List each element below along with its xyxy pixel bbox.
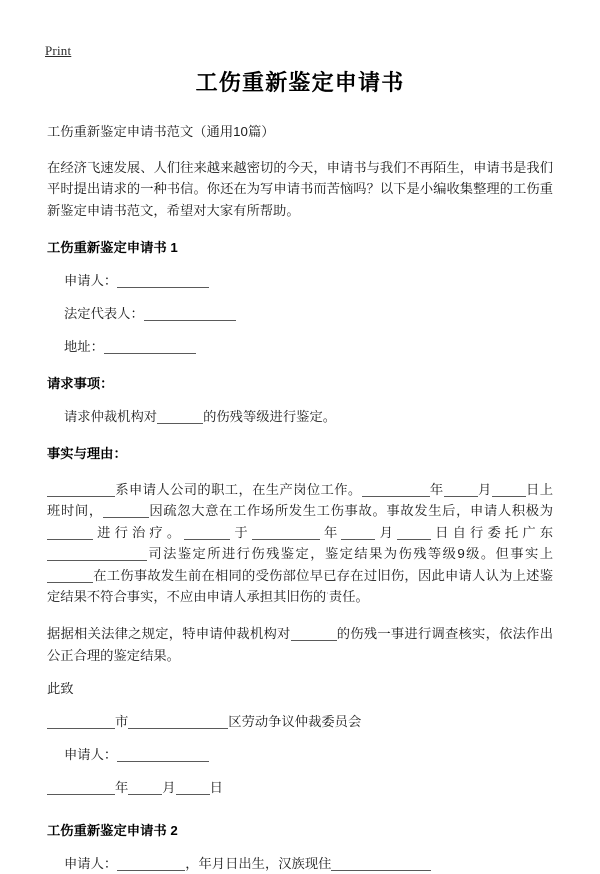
- conclusion-paragraph: [47, 623, 553, 666]
- signature-applicant: [47, 745, 553, 765]
- field-address-label: 地址：: [64, 339, 104, 355]
- facts-blank-name-4[interactable]: [184, 527, 230, 540]
- field-legal-representative: [47, 304, 553, 324]
- field-address-blank[interactable]: [104, 341, 196, 354]
- conclusion-blank[interactable]: [291, 628, 337, 641]
- signature-date-month-blank[interactable]: [128, 782, 162, 795]
- facts-blank-institution[interactable]: [47, 548, 147, 561]
- facts-text-2: 因疏忽大意在工作场所发生工伤事故。事故发生后，申请人积极为: [148, 503, 554, 519]
- document-subtitle: 工伤重新鉴定申请书范文（通用10篇）: [47, 123, 275, 139]
- field-applicant: [47, 271, 553, 291]
- facts-text-day-1: 日上班时间，: [47, 481, 554, 519]
- facts-text-month-1: 月: [477, 481, 492, 497]
- signature-date: [47, 778, 553, 798]
- field-applicant-blank[interactable]: [117, 275, 209, 288]
- facts-text-6: 在工伤事故发生前在相同的受伤部位早已存在过旧伤，因此申请人认为上述鉴定结果不符合事实，不应由申请人承担其旧伤的: [47, 567, 553, 605]
- facts-heading: 事实与理由：: [47, 445, 127, 461]
- facts-blank-name-5[interactable]: [47, 570, 93, 583]
- field-legal-representative-blank[interactable]: [144, 308, 236, 321]
- section2-applicant-label: 申请人：: [64, 855, 118, 871]
- facts-text-month-2: 月: [375, 524, 398, 540]
- section-heading-2: 工伤重新鉴定申请书 2: [47, 822, 178, 838]
- signature-date-day-label: 日: [209, 779, 223, 795]
- facts-text-day-2: 日自行委托广东: [431, 524, 554, 540]
- intro-paragraph: 在经济飞速发展、人们往来越来越密切的今天，申请书与我们不再陌生，申请书是我们平时提出请求的一种书信。你还在为写申请书而苦恼吗？以下是小编收集整理的工伤重新鉴定申请书范文，希望对大家有所帮助。: [47, 159, 553, 218]
- committee-district-blank[interactable]: [128, 716, 228, 729]
- facts-text-3: 进行治疗。: [93, 524, 185, 540]
- closing-salutation: 此致: [47, 681, 74, 697]
- footnote-mark: ·: [326, 589, 329, 599]
- facts-paragraph: [47, 479, 553, 608]
- facts-text-5: 司法鉴定所进行伤残鉴定，鉴定结果为伤残等级9级。但事实上: [147, 546, 553, 562]
- request-text-before: 请求仲裁机构对: [64, 408, 158, 424]
- section2-address-blank[interactable]: [331, 858, 431, 871]
- request-text-after: 的伤残等级进行鉴定。: [203, 408, 337, 424]
- request-blank[interactable]: [157, 411, 203, 424]
- facts-blank-day-2[interactable]: [397, 527, 431, 540]
- facts-blank-day-1[interactable]: [492, 484, 526, 497]
- signature-applicant-label: 申请人：: [64, 746, 118, 762]
- facts-blank-name-2[interactable]: [103, 505, 149, 518]
- signature-date-year-label: 年: [115, 779, 129, 795]
- section2-applicant-line: [47, 854, 553, 874]
- signature-applicant-blank[interactable]: [117, 749, 209, 762]
- committee-city-blank[interactable]: [47, 716, 115, 729]
- request-text: [47, 407, 553, 427]
- section-spacer: [47, 798, 553, 804]
- committee-line: [47, 712, 553, 732]
- field-applicant-label: 申请人：: [64, 273, 118, 289]
- section2-applicant-blank[interactable]: [117, 858, 185, 871]
- signature-date-year-blank[interactable]: [47, 782, 115, 795]
- facts-blank-year-2[interactable]: [252, 527, 320, 540]
- section2-applicant-mid: ，年月日出生，汉族现住: [185, 855, 332, 871]
- conclusion-text-after: 的伤残一事进行调查核实，依法作出公正合理的鉴定结果。: [47, 625, 554, 663]
- committee-name: 区劳动争议仲裁委员会: [228, 713, 362, 729]
- facts-text-1: 系申请人公司的职工，在生产岗位工作。: [115, 481, 362, 497]
- field-address: [47, 337, 553, 357]
- page-title: 工伤重新鉴定申请书: [195, 70, 405, 95]
- facts-blank-month-2[interactable]: [341, 527, 375, 540]
- facts-blank-month-1[interactable]: [444, 484, 478, 497]
- facts-text-year-1: 年: [429, 481, 444, 497]
- facts-blank-year-1[interactable]: [362, 484, 430, 497]
- facts-blank-name-1[interactable]: [47, 484, 115, 497]
- committee-city-label: 市: [115, 713, 129, 729]
- facts-blank-name-3[interactable]: [47, 527, 93, 540]
- facts-text-7: 责任。: [328, 589, 369, 605]
- facts-text-year-2: 年: [319, 524, 342, 540]
- conclusion-text-before: 据据相关法律之规定，特申请仲裁机构对: [47, 625, 291, 641]
- signature-date-month-label: 月: [162, 779, 176, 795]
- request-heading: 请求事项：: [47, 375, 114, 391]
- facts-text-4: 于: [230, 524, 252, 540]
- section-heading-1: 工伤重新鉴定申请书 1: [47, 240, 178, 256]
- field-legal-representative-label: 法定代表人：: [64, 306, 144, 322]
- print-link[interactable]: Print: [45, 43, 72, 58]
- signature-date-day-blank[interactable]: [176, 782, 210, 795]
